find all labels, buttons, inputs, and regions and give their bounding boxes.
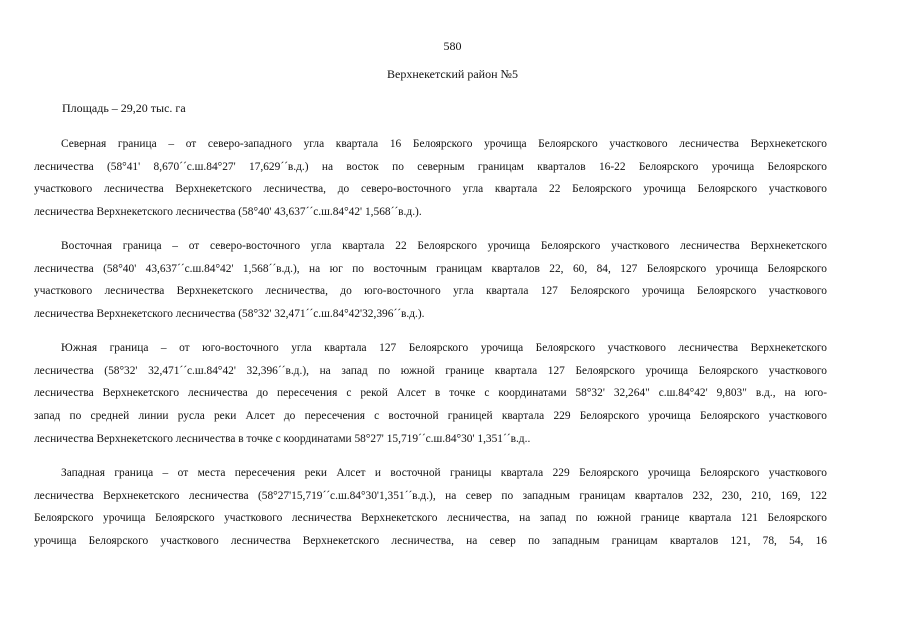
paragraph-line: лесничества Верхнекетского лесничества (58°32' 32,471´´с.ш.84°42'32,396´´в.д.). xyxy=(34,308,425,321)
paragraph-line: лесничества Верхнекетского лесничества до пересечения с рекой Алсет в точке с координатами 58°32' 32,264" с.ш.84°42' 9,803" в.д., на юго- xyxy=(34,387,827,400)
paragraph-line: Северная граница – от северо-западного угла квартала 16 Белоярского урочища Белоярского участкового лесничества Верхнекетского xyxy=(61,138,827,150)
paragraph-line: лесничества (58°40' 43,637´´с.ш.84°42' 1,568´´в.д.), на юг по восточным границам кварталов 22, 60, 84, 127 Белоярского урочища Белоярского xyxy=(34,262,827,275)
document-title: Верхнекетский район №5 xyxy=(387,67,518,81)
paragraph-line: Восточная граница – от северо-восточного угла квартала 22 Белоярского урочища Белоярского участкового лесничества Верхнекетского xyxy=(61,240,827,252)
paragraph-line: лесничества Верхнекетского лесничества в точке с координатами 58°27' 15,719´´с.ш.84°30' 1,351´´в.д.. xyxy=(34,432,531,445)
paragraph-line: Белоярского урочища Белоярского участкового лесничества Верхнекетского лесничества, на запад по южной границе квартала 121 Белоярского xyxy=(34,512,827,525)
paragraph-line: урочища Белоярского участкового лесничества Верхнекетского лесничества, на север по западным границам кварталов 121, 78, 54, 16 xyxy=(34,535,827,548)
paragraph-line: Западная граница – от места пересечения реки Алсет и восточной границы квартала 229 Белоярского урочища Белоярского участкового xyxy=(61,467,827,479)
paragraph-south-boundary xyxy=(34,341,827,454)
paragraph-line: лесничества Верхнекетского лесничества (58°27'15,719´´с.ш.84°30'1,351´´в.д.), на север по западным границам кварталов 232, 230, 210, 169, 122 xyxy=(34,489,827,502)
paragraph-line: Южная граница – от юго-восточного угла квартала 127 Белоярского урочища Белоярского участкового лесничества Верхнекетского xyxy=(61,342,827,354)
page-number: 580 xyxy=(443,39,462,53)
paragraph-line: участкового лесничества Верхнекетского лесничества, до юго-восточного угла квартала 127 Белоярского урочища Белоярского участкового xyxy=(34,285,827,298)
paragraph-line: лесничества (58°32' 32,471´´с.ш.84°42' 32,396´´в.д.), на запад по южной границе квартала 127 Белоярского урочища Белоярского участкового xyxy=(34,364,827,377)
paragraph-north-boundary xyxy=(34,137,827,228)
paragraph-east-boundary xyxy=(34,239,827,330)
paragraph-line: участкового лесничества Верхнекетского лесничества, до северо-восточного угла квартала 22 Белоярского урочища Белоярского участкового xyxy=(34,183,827,196)
paragraph-line: запад по средней линии русла реки Алсет до пересечения с восточной границей квартала 229 Белоярского урочища Белоярского участкового xyxy=(34,410,827,423)
area-statement: Площадь – 29,20 тыс. га xyxy=(62,101,186,115)
paragraph-line: лесничества (58°41' 8,670´´с.ш.84°27' 17,629´´в.д.) на восток по северным границам кварталов 16-22 Белоярского урочища Белоярского xyxy=(34,160,827,173)
paragraph-west-boundary xyxy=(34,466,827,557)
paragraph-line: лесничества Верхнекетского лесничества (58°40' 43,637´´с.ш.84°42' 1,568´´в.д.). xyxy=(34,206,422,219)
